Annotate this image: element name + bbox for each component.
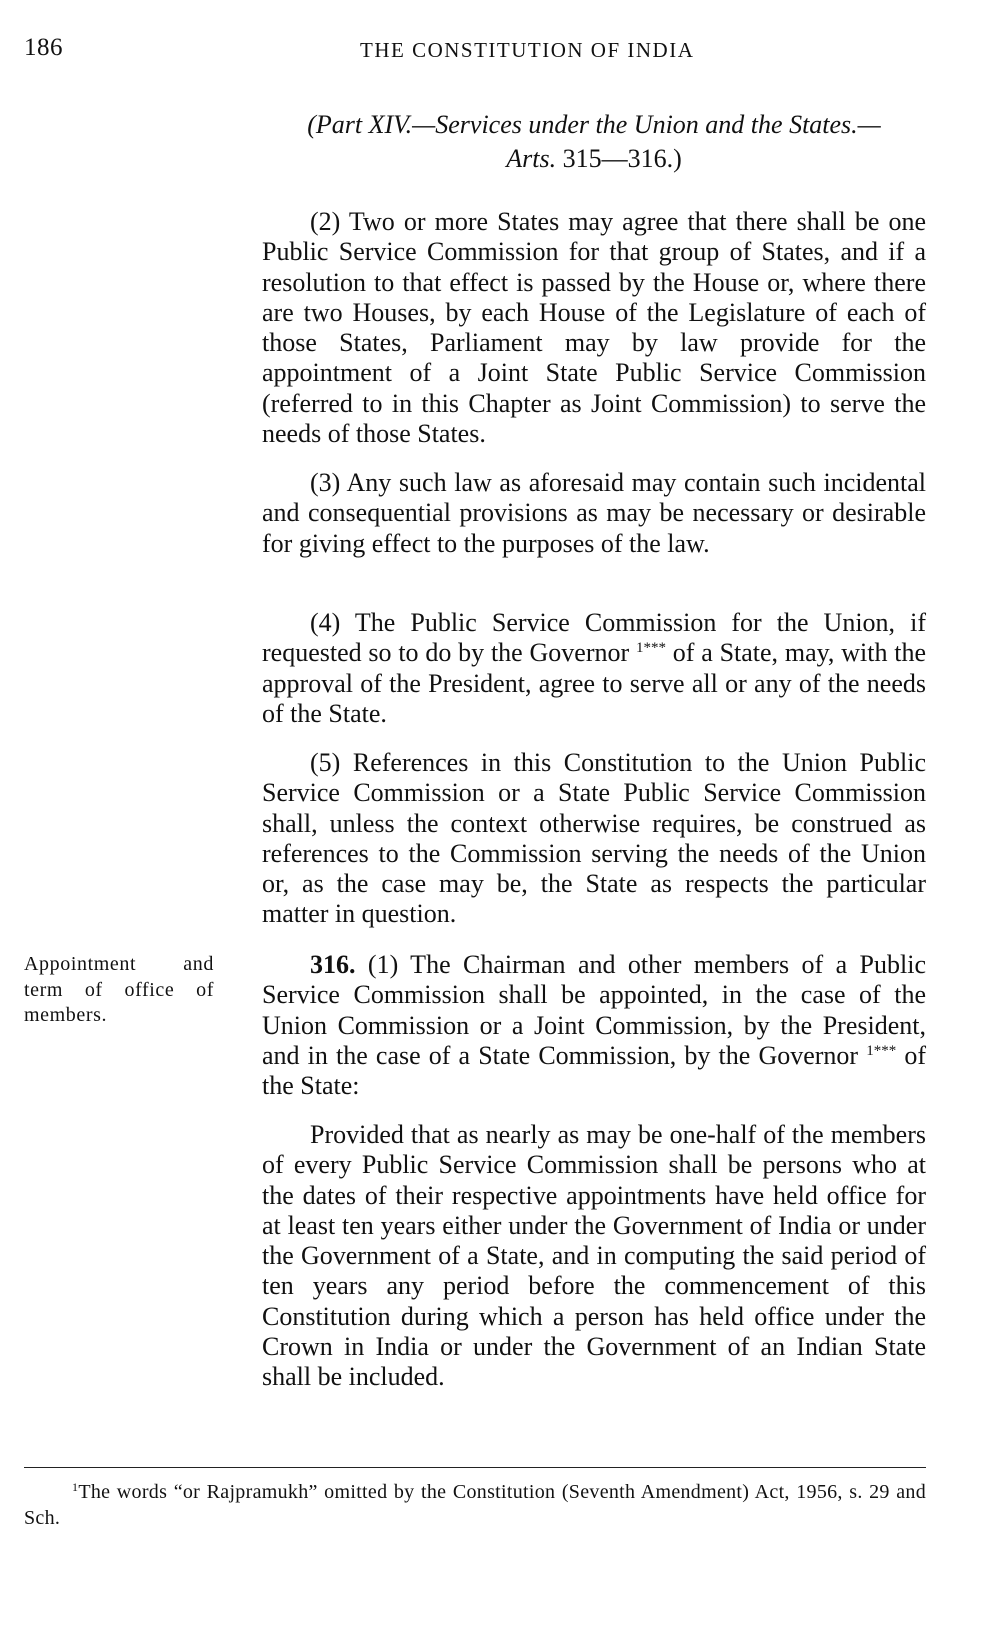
arts-range: 315—316.): [562, 144, 682, 173]
clause-4-text-before: (4) The Public Service Commission for the Union, if requested so to do by the Governor: [262, 608, 926, 668]
footnote-text: The words “or Rajpramukh” omitted by the Constitution (Seventh Amendment) Act, 1956, s. 29 and Sch.: [24, 1481, 926, 1529]
marginal-note: Appointment and term of office of members.: [24, 953, 214, 1026]
footnote: [24, 1479, 926, 1531]
article-316-clause-1: [262, 950, 926, 1101]
article-316-proviso: [262, 1120, 926, 1393]
footnote-marker: 1: [72, 1480, 79, 1494]
clause-4-text-after: of a State, may, with the approval of the President, agree to serve all or any of the needs of the State.: [262, 638, 927, 728]
clause-1-text-before: (1) The Chairman and other members of a Public Service Commission shall be appointed, in the case of the Union Commission or a Joint Commission, by the President, and in the case of a State Commission, by the Governor: [262, 950, 926, 1070]
page-number: 186: [24, 34, 63, 61]
clause-5-text: (5) References in this Constitution to the Union Public Service Commission or a State Public Service Commission shall, unless the context otherwise requires, be construed as references to the Commission serving the needs of the Union or, as the case may be, the State as respects the particular matter in question.: [262, 748, 926, 929]
clause-1-text-after: of the State:: [262, 1040, 926, 1101]
article-315-clause-4: [262, 608, 926, 729]
clause-2-text: (2) Two or more States may agree that there shall be one Public Service Commission for that group of States, and if a resolution to that effect is passed by the House or, where there are two Houses, by each House of the Legislature of each of those States, Parliament may by law provide for the appointment of a Joint State Public Service Commission (referred to in this Chapter as Joint Commission) to serve the needs of those States.: [262, 207, 926, 449]
article-number: 316.: [310, 950, 356, 979]
footnote-divider: [24, 1467, 926, 1468]
article-315-clause-5: [262, 748, 926, 930]
part-heading-line2: [262, 142, 926, 176]
footnote-reference: 1***: [635, 640, 666, 657]
proviso-text: Provided that as nearly as may be one-half of the members of every Public Service Commission shall be persons who at the dates of their respective appointments have held office for at least ten years either under the Government of India or under the Government of a State, and in computing the said period of ten years any period before the commencement of this Constitution during which a person has held office under the Crown in India or under the Government of an Indian State shall be included.: [262, 1120, 926, 1392]
footnote-reference: 1***: [866, 1042, 897, 1059]
article-315-clause-2: [262, 207, 926, 449]
arts-label: Arts.: [506, 144, 557, 173]
running-title: THE CONSTITUTION OF INDIA: [360, 38, 695, 62]
part-heading: [262, 108, 926, 176]
part-heading-line1: (Part XIV.—Services under the Union and the States.—: [307, 110, 881, 139]
article-315-clause-3: [262, 468, 926, 559]
clause-3-text: (3) Any such law as aforesaid may contain such incidental and consequential provisions as may be necessary or desirable for giving effect to the purposes of the law.: [262, 468, 926, 558]
